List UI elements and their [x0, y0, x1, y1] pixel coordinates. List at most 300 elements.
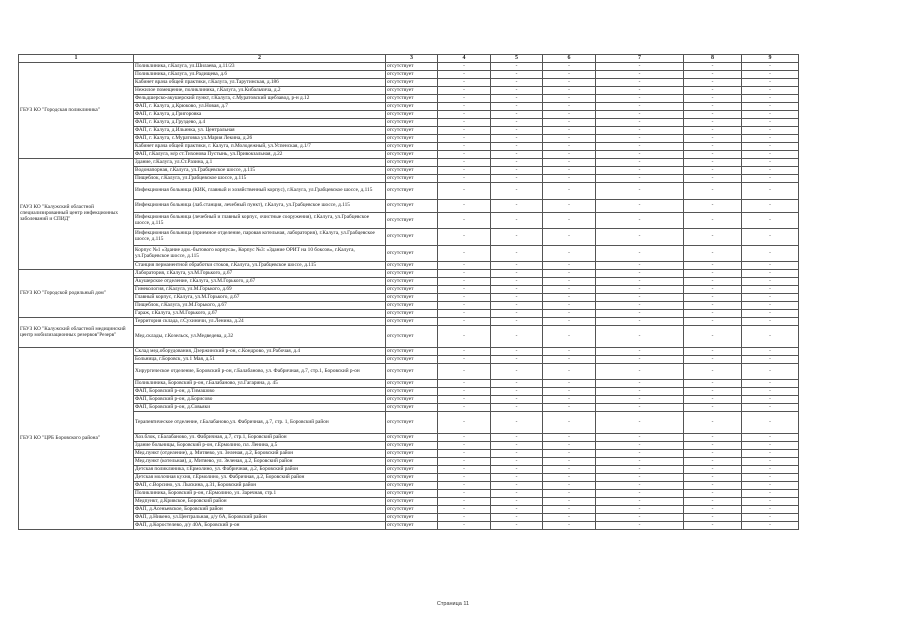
dash-cell: -: [596, 213, 684, 229]
dash-cell: -: [742, 79, 799, 87]
dash-cell: -: [684, 270, 742, 278]
dash-cell: -: [543, 262, 596, 270]
table-row: [19, 396, 799, 404]
table-row: [19, 229, 799, 246]
dash-cell: -: [438, 159, 491, 167]
table-row: [19, 412, 799, 434]
table-row: [19, 213, 799, 229]
document-sheet: [18, 54, 798, 530]
status-cell: отсутствует: [386, 246, 438, 262]
dash-cell: -: [596, 79, 684, 87]
dash-cell: -: [543, 506, 596, 514]
dash-cell: -: [684, 71, 742, 79]
table-row: [19, 135, 799, 143]
status-cell: отсутствует: [386, 127, 438, 135]
object-address-cell: Детская молочная кухня, г.Ермолино, ул. Фабричная, д.2, Боровский район: [134, 474, 386, 482]
dash-cell: -: [596, 143, 684, 151]
status-cell: отсутствует: [386, 412, 438, 434]
object-address-cell: Кабинет врача общей практики, г. Калуга, п.Молодежный, ул.Успенская, д.1/7: [134, 143, 386, 151]
dash-cell: -: [438, 200, 491, 213]
dash-cell: -: [742, 318, 799, 326]
dash-cell: -: [742, 522, 799, 530]
dash-cell: -: [438, 63, 491, 71]
table-row: [19, 482, 799, 490]
table-row: [19, 474, 799, 482]
dash-cell: -: [596, 302, 684, 310]
status-cell: отсутствует: [386, 466, 438, 474]
dash-cell: -: [438, 388, 491, 396]
status-cell: отсутствует: [386, 388, 438, 396]
dash-cell: -: [742, 262, 799, 270]
status-cell: отсутствует: [386, 348, 438, 356]
dash-cell: -: [742, 278, 799, 286]
dash-cell: -: [596, 151, 684, 159]
status-cell: отсутствует: [386, 364, 438, 380]
status-cell: отсутствует: [386, 286, 438, 294]
dash-cell: -: [684, 302, 742, 310]
dash-cell: -: [742, 95, 799, 103]
dash-cell: -: [742, 159, 799, 167]
dash-cell: -: [438, 310, 491, 318]
dash-cell: -: [543, 380, 596, 388]
object-address-cell: ФАП, г. Калуга, д.Груздево, д.4: [134, 119, 386, 127]
dash-cell: -: [596, 482, 684, 490]
object-address-cell: Мед.пункт (отделение), д. Митяево, ул. Зеленая, д.2, Боровский район: [134, 450, 386, 458]
status-cell: отсутствует: [386, 63, 438, 71]
dash-cell: -: [742, 442, 799, 450]
dash-cell: -: [596, 458, 684, 466]
object-address-cell: Акушерское отделение, г.Калуга, ул.М.Горького, д.67: [134, 278, 386, 286]
dash-cell: -: [438, 87, 491, 95]
dash-cell: -: [491, 151, 543, 159]
dash-cell: -: [742, 474, 799, 482]
dash-cell: -: [684, 498, 742, 506]
dash-cell: -: [543, 450, 596, 458]
dash-cell: -: [438, 302, 491, 310]
dash-cell: -: [543, 151, 596, 159]
dash-cell: -: [596, 326, 684, 348]
dash-cell: -: [543, 119, 596, 127]
table-row: [19, 111, 799, 119]
dash-cell: -: [684, 200, 742, 213]
dash-cell: -: [543, 183, 596, 200]
status-cell: отсутствует: [386, 175, 438, 183]
dash-cell: -: [438, 103, 491, 111]
dash-cell: -: [596, 183, 684, 200]
status-cell: отсутствует: [386, 103, 438, 111]
dash-cell: -: [491, 434, 543, 442]
dash-cell: -: [438, 229, 491, 246]
dash-cell: -: [596, 388, 684, 396]
table-row: [19, 522, 799, 530]
dash-cell: -: [543, 522, 596, 530]
dash-cell: -: [596, 318, 684, 326]
dash-cell: -: [684, 111, 742, 119]
dash-cell: -: [684, 348, 742, 356]
dash-cell: -: [491, 396, 543, 404]
dash-cell: -: [742, 310, 799, 318]
table-row: [19, 348, 799, 356]
table-row: [19, 318, 799, 326]
dash-cell: -: [684, 506, 742, 514]
dash-cell: -: [543, 71, 596, 79]
dash-cell: -: [684, 434, 742, 442]
object-address-cell: Кабинет врача общей практики, г.Калуга, ул.Тарутинская, д.186: [134, 79, 386, 87]
status-cell: отсутствует: [386, 310, 438, 318]
dash-cell: -: [543, 412, 596, 434]
object-address-cell: Инфекционная больница (приемное отделение, паровая котельная, лаборатория), г.Калуга, ул.Грабцевское шоссе, д.115: [134, 229, 386, 246]
dash-cell: -: [742, 103, 799, 111]
dash-cell: -: [742, 364, 799, 380]
dash-cell: -: [543, 442, 596, 450]
status-cell: отсутствует: [386, 380, 438, 388]
dash-cell: -: [596, 229, 684, 246]
table-row: [19, 143, 799, 151]
dash-cell: -: [543, 143, 596, 151]
dash-cell: -: [543, 63, 596, 71]
object-address-cell: Территория склада, г.Сухиничи, ул.Ленина, д.24: [134, 318, 386, 326]
dash-cell: -: [543, 286, 596, 294]
dash-cell: -: [596, 246, 684, 262]
dash-cell: -: [491, 167, 543, 175]
table-row: [19, 380, 799, 388]
dash-cell: -: [684, 364, 742, 380]
dash-cell: -: [684, 458, 742, 466]
dash-cell: -: [596, 95, 684, 103]
dash-cell: -: [596, 270, 684, 278]
dash-cell: -: [543, 135, 596, 143]
dash-cell: -: [596, 167, 684, 175]
dash-cell: -: [596, 442, 684, 450]
dash-cell: -: [491, 474, 543, 482]
dash-cell: -: [491, 514, 543, 522]
object-address-cell: Главный корпус, г.Калуга, ул.М.Горького, д.67: [134, 294, 386, 302]
table-row: [19, 490, 799, 498]
table-row: [19, 310, 799, 318]
column-header: 3: [386, 55, 438, 63]
dash-cell: -: [684, 318, 742, 326]
status-cell: отсутствует: [386, 87, 438, 95]
dash-cell: -: [684, 466, 742, 474]
dash-cell: -: [596, 175, 684, 183]
dash-cell: -: [596, 71, 684, 79]
dash-cell: -: [742, 200, 799, 213]
column-header: 9: [742, 55, 799, 63]
dash-cell: -: [491, 119, 543, 127]
dash-cell: -: [491, 111, 543, 119]
object-address-cell: Инфекционная больница (лечебный и главный корпус, очистные сооружения), г.Калуга, ул.Грабцевское шоссе, д.115: [134, 213, 386, 229]
dash-cell: -: [438, 95, 491, 103]
dash-cell: -: [742, 167, 799, 175]
dash-cell: -: [742, 434, 799, 442]
status-cell: отсутствует: [386, 434, 438, 442]
dash-cell: -: [684, 396, 742, 404]
facilities-table: [18, 54, 799, 530]
dash-cell: -: [491, 87, 543, 95]
dash-cell: -: [684, 103, 742, 111]
dash-cell: -: [742, 466, 799, 474]
object-address-cell: ФАП, с.Ворсино, ул. Лыскина, д.31, Боровский район: [134, 482, 386, 490]
dash-cell: -: [684, 380, 742, 388]
dash-cell: -: [491, 522, 543, 530]
table-row: [19, 270, 799, 278]
dash-cell: -: [438, 294, 491, 302]
dash-cell: -: [596, 450, 684, 458]
dash-cell: -: [438, 514, 491, 522]
dash-cell: -: [742, 380, 799, 388]
dash-cell: -: [491, 79, 543, 87]
dash-cell: -: [596, 294, 684, 302]
dash-cell: -: [684, 450, 742, 458]
dash-cell: -: [491, 143, 543, 151]
dash-cell: -: [543, 356, 596, 364]
dash-cell: -: [742, 388, 799, 396]
dash-cell: -: [438, 119, 491, 127]
dash-cell: -: [438, 213, 491, 229]
status-cell: отсутствует: [386, 262, 438, 270]
dash-cell: -: [543, 482, 596, 490]
object-address-cell: Станция перманентной обработки стоков, г.Калуга, ул.Грабцевское шоссе, д.115: [134, 262, 386, 270]
dash-cell: -: [491, 200, 543, 213]
object-address-cell: Медпункт, д.Кривское, Боровский район: [134, 498, 386, 506]
status-cell: отсутствует: [386, 135, 438, 143]
dash-cell: -: [596, 87, 684, 95]
object-address-cell: ФАП, Боровский р-он, д.Совьяки: [134, 404, 386, 412]
dash-cell: -: [438, 270, 491, 278]
dash-cell: -: [543, 229, 596, 246]
dash-cell: -: [491, 175, 543, 183]
status-cell: отсутствует: [386, 302, 438, 310]
dash-cell: -: [742, 87, 799, 95]
dash-cell: -: [491, 388, 543, 396]
dash-cell: -: [543, 302, 596, 310]
dash-cell: -: [596, 514, 684, 522]
status-cell: отсутствует: [386, 404, 438, 412]
table-row: [19, 262, 799, 270]
table-row: [19, 294, 799, 302]
dash-cell: -: [596, 404, 684, 412]
dash-cell: -: [543, 95, 596, 103]
dash-cell: -: [684, 522, 742, 530]
table-row: [19, 442, 799, 450]
dash-cell: -: [596, 111, 684, 119]
dash-cell: -: [742, 302, 799, 310]
dash-cell: -: [543, 404, 596, 412]
dash-cell: -: [684, 151, 742, 159]
dash-cell: -: [742, 326, 799, 348]
dash-cell: -: [684, 143, 742, 151]
object-address-cell: Инфекционная больница (лаб.станция, лечебный пункт), г.Калуга, ул.Грабцевское шоссе, д.115: [134, 200, 386, 213]
object-address-cell: Склад мед.оборудования, Дзержинский р-он, с.Кондрово, ул.Рабочая, д.4: [134, 348, 386, 356]
status-cell: отсутствует: [386, 79, 438, 87]
dash-cell: -: [596, 490, 684, 498]
dash-cell: -: [742, 490, 799, 498]
dash-cell: -: [543, 348, 596, 356]
status-cell: отсутствует: [386, 522, 438, 530]
dash-cell: -: [684, 167, 742, 175]
dash-cell: -: [438, 498, 491, 506]
dash-cell: -: [684, 326, 742, 348]
dash-cell: -: [742, 404, 799, 412]
object-address-cell: ФАП, Боровский р-он, д.Тимашово: [134, 388, 386, 396]
object-address-cell: ФАП, г.Калуга, м/р ст.Тихонова Пустынь, ул.Привокзальная, д.22: [134, 151, 386, 159]
object-address-cell: Лаборатория, г.Калуга, ул.М.Горького, д.67: [134, 270, 386, 278]
dash-cell: -: [684, 159, 742, 167]
dash-cell: -: [742, 63, 799, 71]
dash-cell: -: [491, 270, 543, 278]
dash-cell: -: [684, 286, 742, 294]
table-row: [19, 356, 799, 364]
status-cell: отсутствует: [386, 71, 438, 79]
dash-cell: -: [491, 278, 543, 286]
dash-cell: -: [742, 458, 799, 466]
dash-cell: -: [543, 87, 596, 95]
table-row: [19, 278, 799, 286]
table-row: [19, 95, 799, 103]
dash-cell: -: [596, 63, 684, 71]
dash-cell: -: [491, 466, 543, 474]
status-cell: отсутствует: [386, 498, 438, 506]
column-header: 6: [543, 55, 596, 63]
dash-cell: -: [684, 356, 742, 364]
dash-cell: -: [491, 135, 543, 143]
dash-cell: -: [742, 356, 799, 364]
status-cell: отсутствует: [386, 450, 438, 458]
table-row: [19, 167, 799, 175]
dash-cell: -: [491, 294, 543, 302]
dash-cell: -: [491, 356, 543, 364]
object-address-cell: Пищеблок, г.Калуга, ул.М.Горького, д.67: [134, 302, 386, 310]
object-address-cell: ФАП, г. Калуга, д.Ильинка, ул. Центральная: [134, 127, 386, 135]
dash-cell: -: [543, 364, 596, 380]
status-cell: отсутствует: [386, 278, 438, 286]
dash-cell: -: [684, 412, 742, 434]
dash-cell: -: [742, 348, 799, 356]
dash-cell: -: [684, 246, 742, 262]
table-row: [19, 151, 799, 159]
organization-cell: ГАУЗ КО "Калужский областной специализированный центр инфекционных заболеваний и СПИД": [19, 159, 134, 270]
dash-cell: -: [491, 159, 543, 167]
dash-cell: -: [596, 200, 684, 213]
dash-cell: -: [596, 380, 684, 388]
dash-cell: -: [742, 506, 799, 514]
status-cell: отсутствует: [386, 213, 438, 229]
object-address-cell: ФАП, г. Калуга, д.Крюково, ул.Новая, д.7: [134, 103, 386, 111]
dash-cell: -: [543, 294, 596, 302]
status-cell: отсутствует: [386, 326, 438, 348]
dash-cell: -: [742, 514, 799, 522]
table-row: [19, 79, 799, 87]
dash-cell: -: [684, 310, 742, 318]
dash-cell: -: [596, 262, 684, 270]
dash-cell: -: [684, 119, 742, 127]
dash-cell: -: [438, 412, 491, 434]
dash-cell: -: [596, 364, 684, 380]
dash-cell: -: [742, 183, 799, 200]
dash-cell: -: [543, 213, 596, 229]
dash-cell: -: [543, 270, 596, 278]
dash-cell: -: [596, 103, 684, 111]
dash-cell: -: [491, 213, 543, 229]
status-cell: отсутствует: [386, 167, 438, 175]
dash-cell: -: [684, 490, 742, 498]
dash-cell: -: [596, 127, 684, 135]
dash-cell: -: [684, 95, 742, 103]
table-row: [19, 458, 799, 466]
column-number-row: [19, 55, 799, 63]
status-cell: отсутствует: [386, 474, 438, 482]
table-row: [19, 364, 799, 380]
dash-cell: -: [596, 522, 684, 530]
table-row: [19, 388, 799, 396]
table-row: [19, 434, 799, 442]
dash-cell: -: [684, 213, 742, 229]
table-row: [19, 286, 799, 294]
object-address-cell: Поликлиника, Боровский р-он, г.Ермолино, ул. Заречная, стр.1: [134, 490, 386, 498]
dash-cell: -: [438, 506, 491, 514]
object-address-cell: Гараж, г.Калуга, ул.М.Горького, д.67: [134, 310, 386, 318]
dash-cell: -: [438, 380, 491, 388]
dash-cell: -: [543, 466, 596, 474]
dash-cell: -: [491, 404, 543, 412]
table-row: [19, 506, 799, 514]
status-cell: отсутствует: [386, 95, 438, 103]
dash-cell: -: [438, 135, 491, 143]
dash-cell: -: [491, 326, 543, 348]
object-address-cell: Здание, г.Калуга, ул.Ст.Разина, д.1: [134, 159, 386, 167]
dash-cell: -: [596, 466, 684, 474]
dash-cell: -: [438, 326, 491, 348]
object-address-cell: Хирургическое отделение, Боровский р-он, г.Балабаново, ул. Фабричная, д.7, стр.1, Боровский р-он: [134, 364, 386, 380]
dash-cell: -: [491, 63, 543, 71]
dash-cell: -: [742, 294, 799, 302]
status-cell: отсутствует: [386, 318, 438, 326]
dash-cell: -: [596, 498, 684, 506]
dash-cell: -: [596, 159, 684, 167]
dash-cell: -: [596, 348, 684, 356]
object-address-cell: Мед.склады, г.Козельск, ул.Медведева, д.32: [134, 326, 386, 348]
dash-cell: -: [491, 310, 543, 318]
table-row: [19, 87, 799, 95]
dash-cell: -: [684, 442, 742, 450]
dash-cell: -: [684, 63, 742, 71]
dash-cell: -: [543, 434, 596, 442]
object-address-cell: ФАП, г. Калуга, д.Григоровка: [134, 111, 386, 119]
column-header: 8: [684, 55, 742, 63]
dash-cell: -: [684, 229, 742, 246]
table-row: [19, 127, 799, 135]
status-cell: отсутствует: [386, 229, 438, 246]
dash-cell: -: [491, 450, 543, 458]
dash-cell: -: [684, 87, 742, 95]
object-address-cell: ФАП, г. Калуга, с.Муратовка ул.Мария Лекина, д.26: [134, 135, 386, 143]
dash-cell: -: [438, 356, 491, 364]
dash-cell: -: [438, 167, 491, 175]
dash-cell: -: [438, 466, 491, 474]
dash-cell: -: [543, 200, 596, 213]
dash-cell: -: [543, 498, 596, 506]
dash-cell: -: [596, 434, 684, 442]
dash-cell: -: [438, 151, 491, 159]
dash-cell: -: [438, 442, 491, 450]
status-cell: отсутствует: [386, 396, 438, 404]
dash-cell: -: [438, 246, 491, 262]
dash-cell: -: [684, 79, 742, 87]
dash-cell: -: [742, 135, 799, 143]
status-cell: отсутствует: [386, 111, 438, 119]
dash-cell: -: [543, 103, 596, 111]
dash-cell: -: [491, 506, 543, 514]
